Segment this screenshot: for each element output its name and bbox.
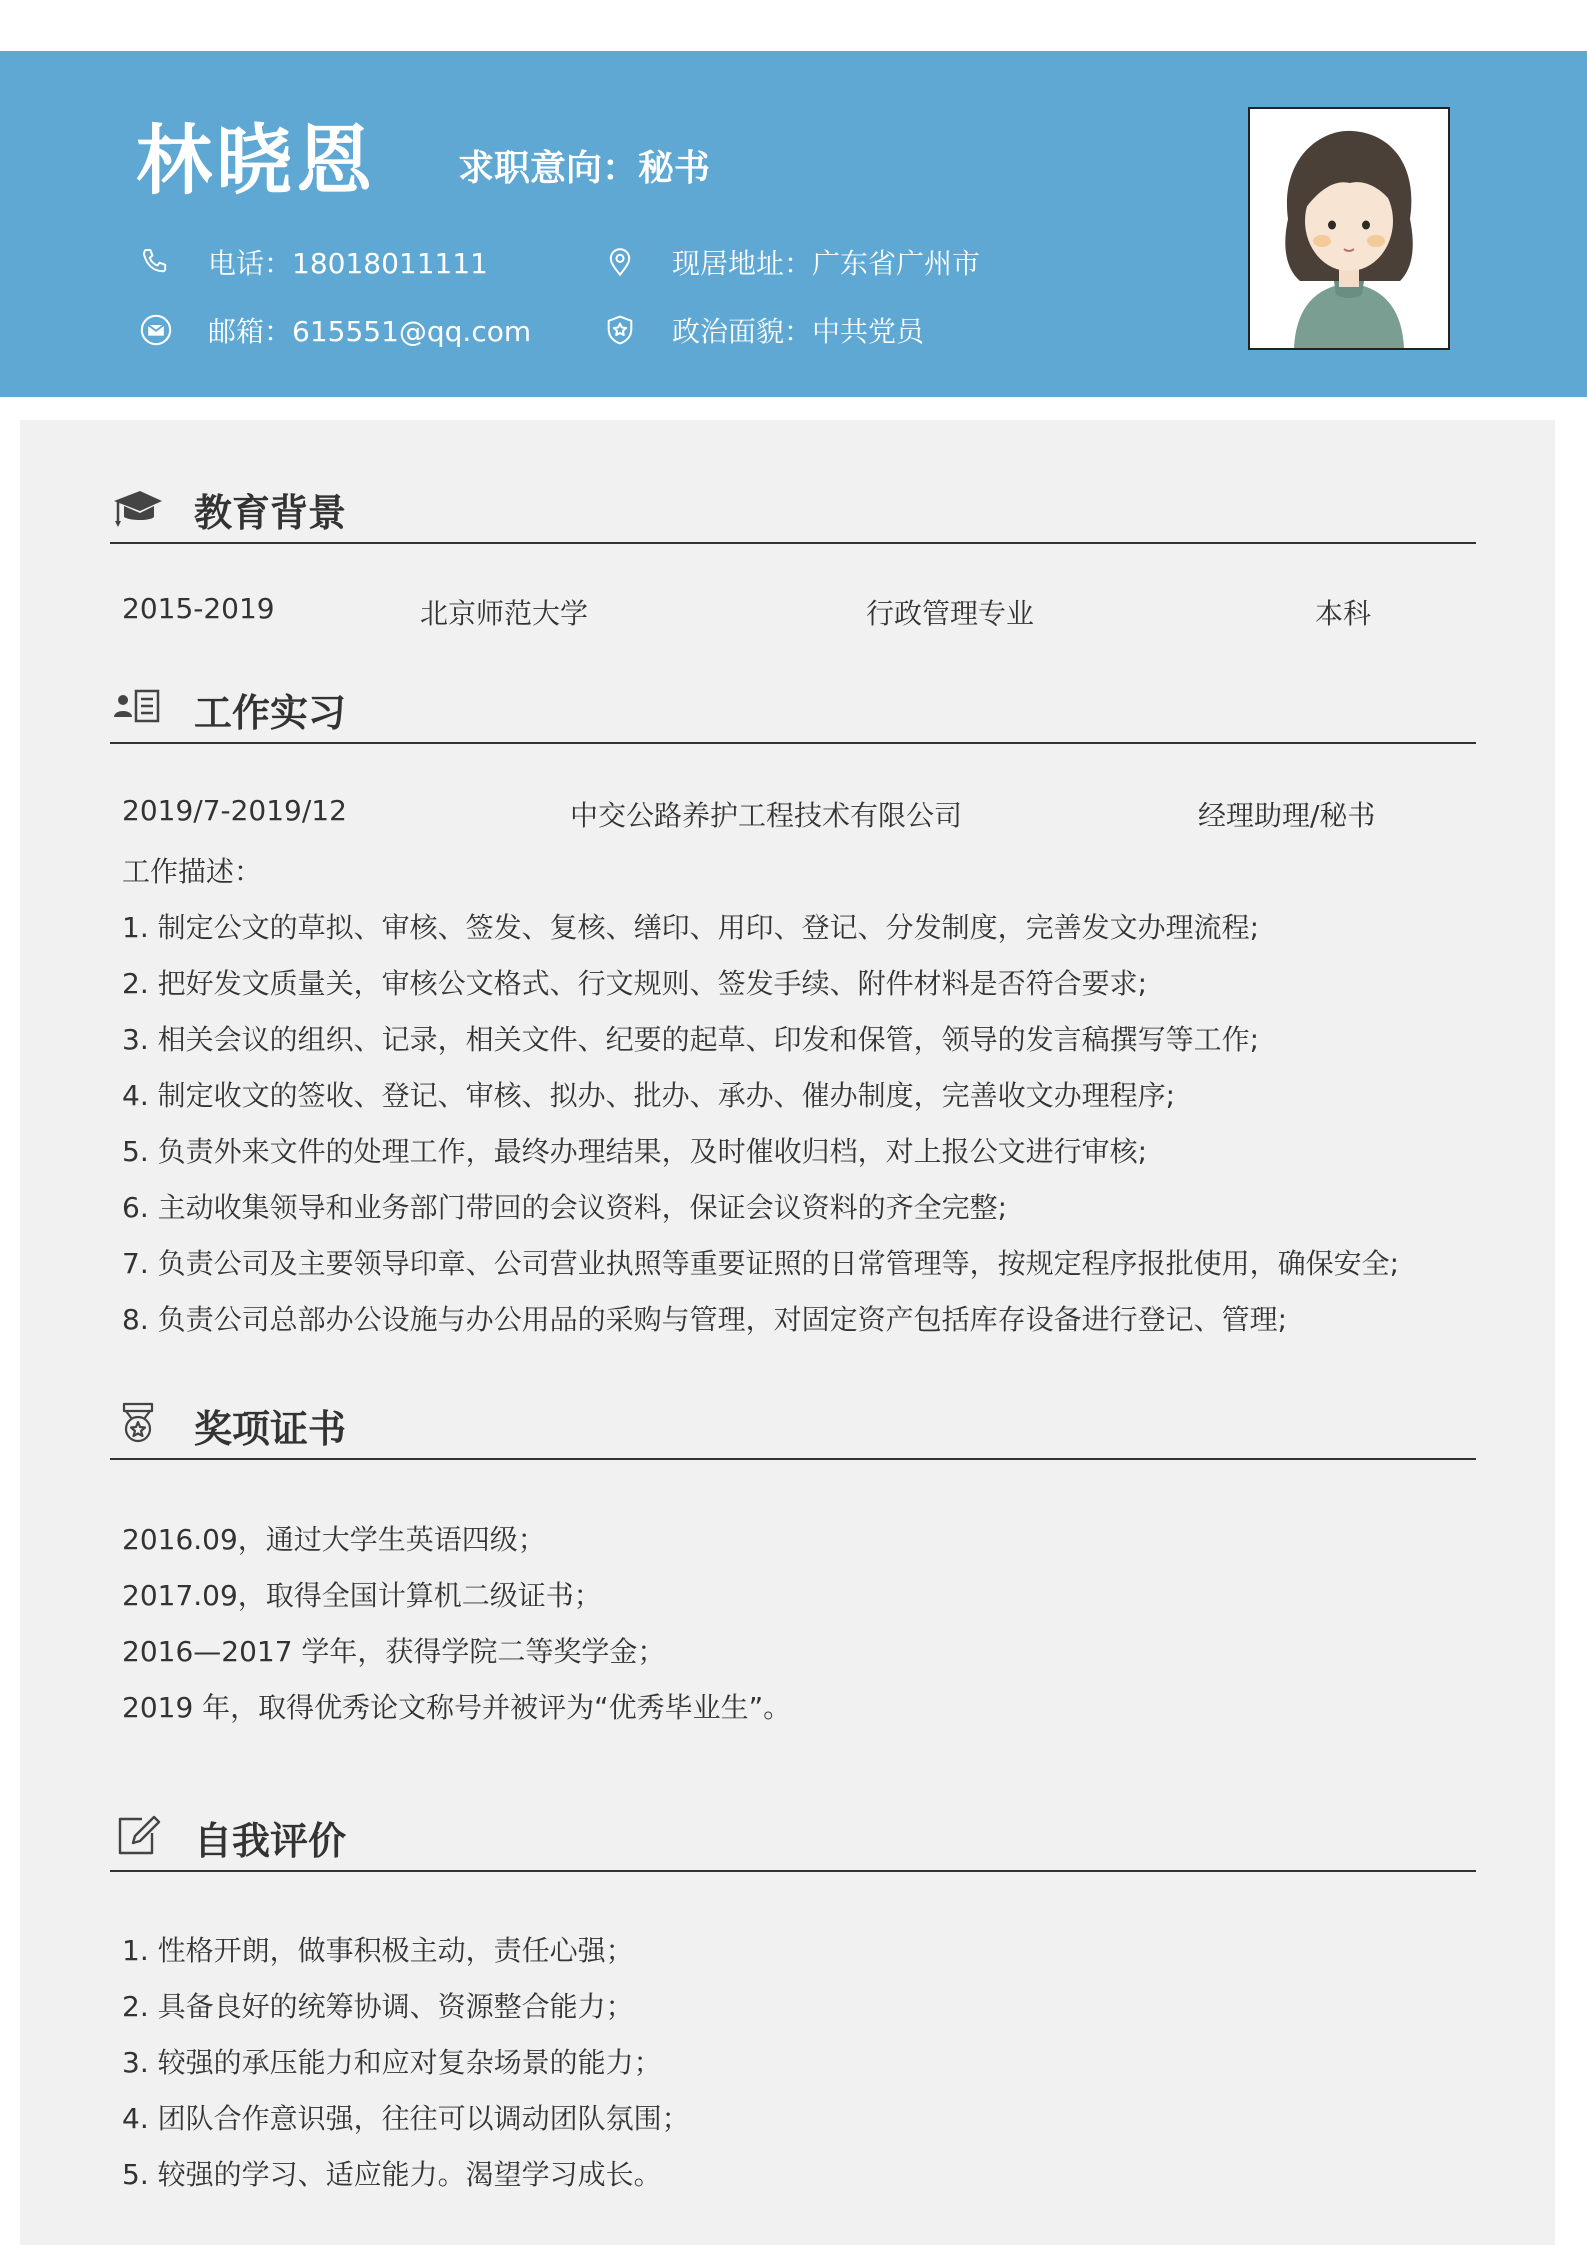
self-eval-item: 4. 团队合作意识强，往往可以调动团队氛围； [122,2102,690,2135]
award-item: 2017.09，取得全国计算机二级证书； [122,1579,602,1612]
education-major: 行政管理专业 [866,597,1035,630]
location-pin-icon [600,242,640,282]
section-awards-title: 奖项证书 [194,1407,347,1451]
section-work-header [110,662,1476,744]
self-eval-item: 5. 较强的学习、适应能力。渴望学习成长。 [122,2158,662,2191]
award-item: 2019 年，取得优秀论文称号并被评为“优秀毕业生”。 [122,1691,792,1724]
political-text: 政治面貌：中共党员 [672,315,925,348]
section-awards-header [110,1378,1476,1460]
education-school: 北京师范大学 [420,597,589,630]
work-item: 3. 相关会议的组织、记录，相关文件、纪要的起草、印发和保管，领导的发言稿撰写等工作; [122,1023,1260,1056]
graduation-cap-icon [110,484,166,530]
shield-star-icon [600,310,640,350]
avatar [1248,107,1450,350]
phone-icon [136,242,176,282]
work-item: 8. 负责公司总部办公设施与办公用品的采购与管理，对固定资产包括库存设备进行登记、管理; [122,1303,1288,1336]
contact-address [600,242,980,282]
work-item: 7. 负责公司及主要领导印章、公司营业执照等重要证照的日常管理等，按规定程序报批使用，确保安全; [122,1247,1400,1280]
work-position: 经理助理/秘书 [1198,799,1376,832]
work-item: 5. 负责外来文件的处理工作，最终办理结果，及时催收归档，对上报公文进行审核; [122,1135,1148,1168]
phone-text: 电话：18018011111 [208,247,488,280]
work-company: 中交公路养护工程技术有限公司 [570,799,963,832]
job-intent: 求职意向：秘书 [458,148,711,189]
award-item: 2016.09，通过大学生英语四级； [122,1523,546,1556]
work-item: 4. 制定收文的签收、登记、审核、拟办、批办、承办、催办制度，完善收文办理程序; [122,1079,1176,1112]
edit-icon [110,1812,166,1858]
section-education-title: 教育背景 [194,491,347,535]
contact-email [136,310,531,350]
address-text: 现居地址：广东省广州市 [672,247,981,280]
work-item: 2. 把好发文质量关，审核公文格式、行文规则、签发手续、附件材料是否符合要求; [122,967,1148,1000]
medal-icon [110,1400,166,1446]
education-period: 2015-2019 [122,592,275,625]
email-text: 邮箱：615551@qq.com [208,315,532,348]
award-item: 2016—2017 学年，获得学院二等奖学金； [122,1635,666,1668]
section-self-header [110,1790,1476,1872]
contact-political [600,310,924,350]
mail-icon [136,310,176,350]
self-eval-item: 2. 具备良好的统筹协调、资源整合能力； [122,1990,634,2023]
id-card-list-icon [110,684,166,730]
work-desc-label: 工作描述： [122,855,263,888]
section-education-header [110,462,1476,544]
education-degree: 本科 [1315,597,1372,630]
work-item: 6. 主动收集领导和业务部门带回的会议资料，保证会议资料的齐全完整; [122,1191,1008,1224]
work-period: 2019/7-2019/12 [122,794,347,827]
contact-phone [136,242,488,282]
self-eval-item: 3. 较强的承压能力和应对复杂场景的能力； [122,2046,662,2079]
section-self-title: 自我评价 [194,1819,347,1863]
work-item: 1. 制定公文的草拟、审核、签发、复核、缮印、用印、登记、分发制度，完善发文办理流程; [122,911,1260,944]
section-work-title: 工作实习 [194,691,347,735]
self-eval-item: 1. 性格开朗，做事积极主动，责任心强； [122,1934,634,1967]
candidate-name: 林晓恩 [136,116,376,205]
